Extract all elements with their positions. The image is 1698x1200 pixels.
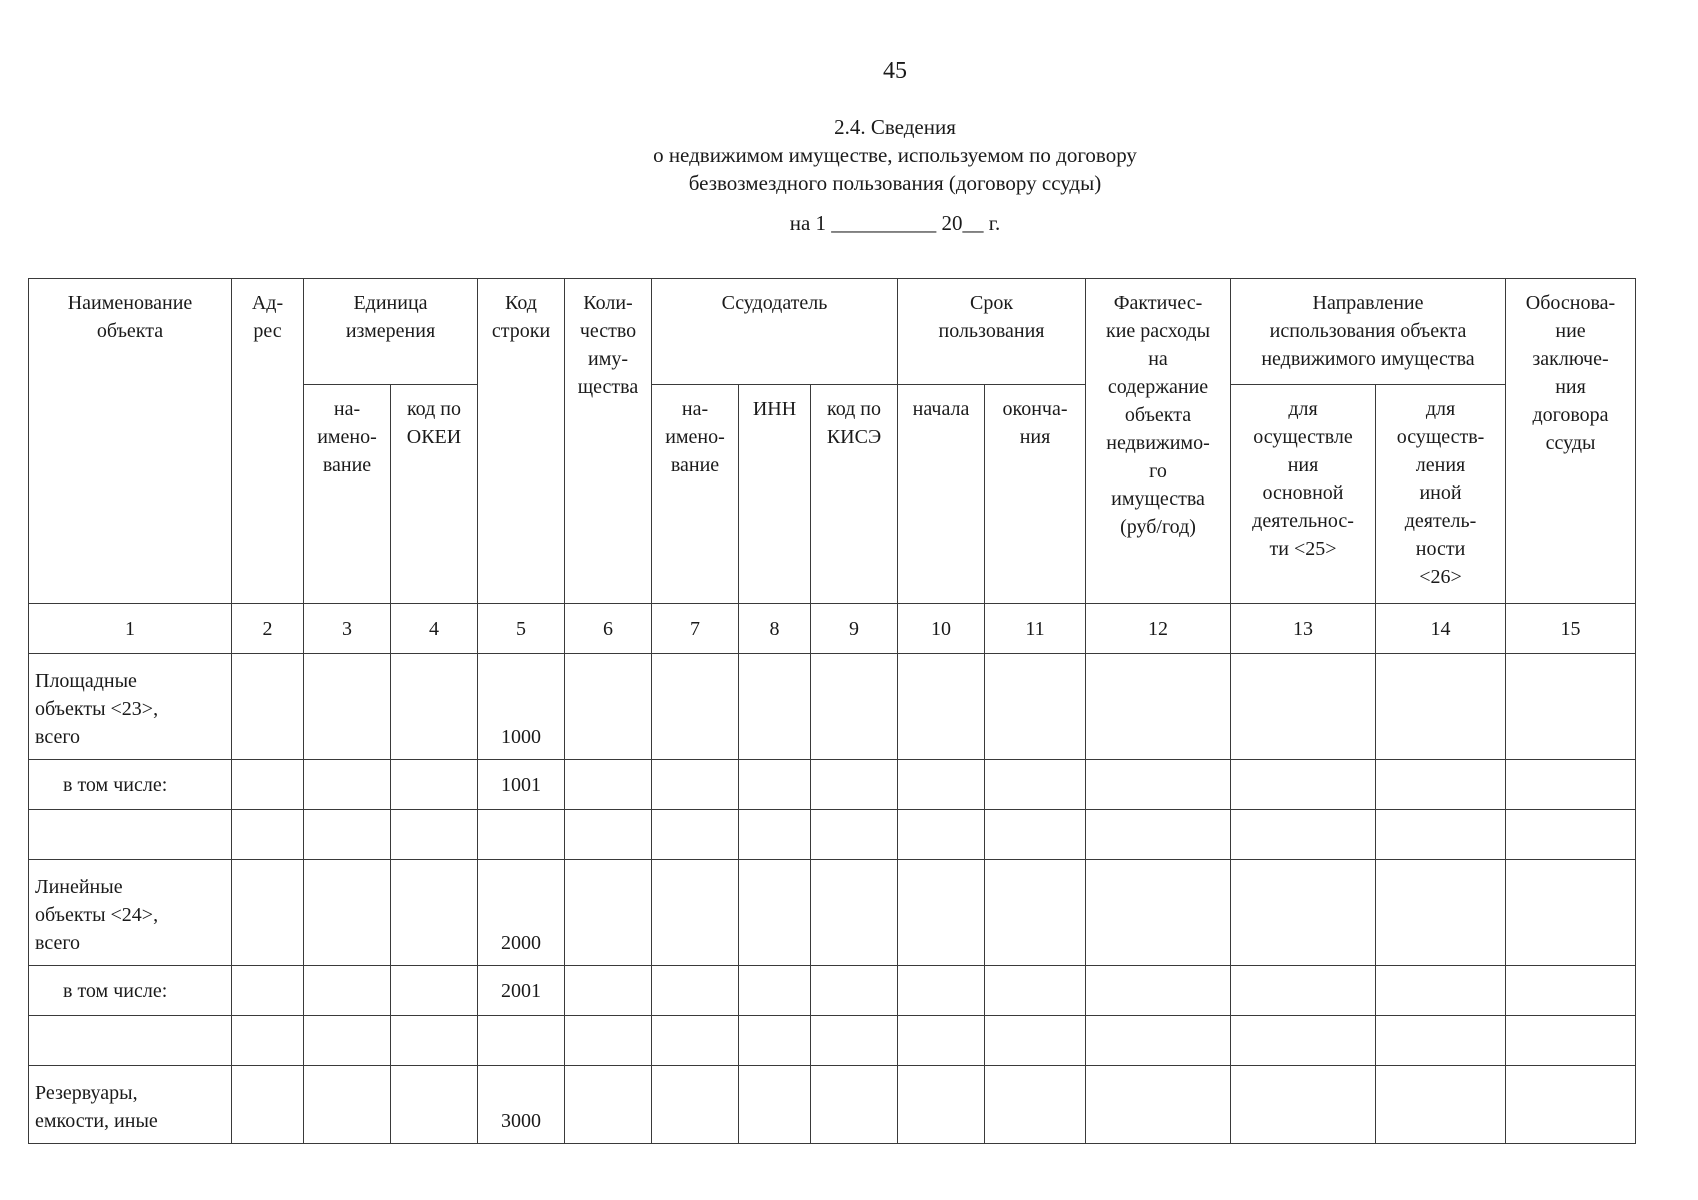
data-cell[interactable] [232,760,304,810]
report-date-line: на 1 __________ 20__ г. [789,211,1001,235]
data-cell[interactable] [565,1066,652,1144]
data-cell[interactable] [811,654,898,760]
section-heading [0,113,1698,197]
header-term-end: оконча- ния [985,385,1086,604]
data-cell[interactable] [232,966,304,1016]
data-cell[interactable] [1376,966,1506,1016]
data-cell[interactable] [304,654,391,760]
header-term: Срок пользования [898,279,1086,385]
data-cell[interactable] [1086,966,1231,1016]
header-row-code: Код строки [478,279,565,604]
header-lender-kise: код по КИСЭ [811,385,898,604]
data-cell[interactable] [739,860,811,966]
row-code-cell: 2000 [478,860,565,966]
data-cell[interactable] [304,1066,391,1144]
header-lender-inn: ИНН [739,385,811,604]
data-cell[interactable] [898,1066,985,1144]
data-cell[interactable] [652,1016,739,1066]
data-cell[interactable] [739,654,811,760]
real-estate-table [28,278,1636,1144]
data-cell[interactable] [565,1016,652,1066]
data-cell[interactable] [391,810,478,860]
table-row [29,810,1636,860]
column-number: 6 [565,604,652,654]
table-row [29,654,1636,760]
column-number: 14 [1376,604,1506,654]
data-cell[interactable] [391,1016,478,1066]
data-cell[interactable] [1506,760,1636,810]
header-term-start: начала [898,385,985,604]
data-cell[interactable] [1506,1066,1636,1144]
row-name-cell: Линейные объекты <24>, всего [29,860,232,966]
data-cell[interactable] [811,860,898,966]
data-cell[interactable] [1086,654,1231,760]
data-cell[interactable] [232,860,304,966]
row-name-cell[interactable] [29,810,232,860]
row-name-cell[interactable] [29,1016,232,1066]
data-cell[interactable] [1506,810,1636,860]
data-cell[interactable] [1231,1066,1376,1144]
data-cell[interactable] [232,1016,304,1066]
data-cell[interactable] [739,810,811,860]
row-code-cell: 1000 [478,654,565,760]
data-cell[interactable] [985,760,1086,810]
data-cell[interactable] [304,810,391,860]
data-cell[interactable] [1231,760,1376,810]
header-expenses: Фактичес- кие расходы на содержание объекта недвижимо- го имущества (руб/год) [1086,279,1231,604]
column-number: 3 [304,604,391,654]
row-code-cell: 2001 [478,966,565,1016]
header-lender-name: на- имено- вание [652,385,739,604]
data-cell[interactable] [232,654,304,760]
data-cell[interactable] [898,654,985,760]
data-cell[interactable] [391,860,478,966]
data-cell[interactable] [985,810,1086,860]
data-cell[interactable] [391,966,478,1016]
header-unit-name: на- имено- вание [304,385,391,604]
column-number: 2 [232,604,304,654]
data-cell[interactable] [652,760,739,810]
data-cell[interactable] [1231,1016,1376,1066]
header-address: Ад- рес [232,279,304,604]
data-cell[interactable] [1231,860,1376,966]
header-name: Наименование объекта [29,279,232,604]
data-cell[interactable] [565,760,652,810]
data-cell[interactable] [1086,760,1231,810]
data-cell[interactable] [652,1066,739,1144]
data-cell[interactable] [391,760,478,810]
header-quantity: Коли- чество иму- щества [565,279,652,604]
heading-line-1: 2.4. Сведения [834,115,956,139]
header-direction-other: для осуществ- ления иной деятель- ности <26> [1376,385,1506,604]
data-cell[interactable] [232,810,304,860]
data-cell[interactable] [1376,1016,1506,1066]
data-cell[interactable] [1231,654,1376,760]
row-name-cell: Резервуары, емкости, иные [29,1066,232,1144]
column-number: 1 [29,604,232,654]
header-basis: Обоснова- ние заключе- ния договора ссуды [1506,279,1636,604]
data-cell[interactable] [304,1016,391,1066]
table-row [29,1066,1636,1144]
data-cell[interactable] [1376,1066,1506,1144]
data-cell[interactable] [898,1016,985,1066]
data-cell[interactable] [898,966,985,1016]
data-cell[interactable] [811,810,898,860]
table-row [29,1016,1636,1066]
data-cell[interactable] [652,860,739,966]
data-cell[interactable] [739,1066,811,1144]
data-cell[interactable] [811,760,898,810]
table-row [29,760,1636,810]
data-cell[interactable] [898,860,985,966]
table-row [29,860,1636,966]
data-cell[interactable] [739,966,811,1016]
data-cell[interactable] [1376,860,1506,966]
column-number: 15 [1506,604,1636,654]
column-number: 10 [898,604,985,654]
data-cell[interactable] [1086,1016,1231,1066]
header-unit: Единица измерения [304,279,478,385]
data-cell[interactable] [652,966,739,1016]
data-cell[interactable] [304,760,391,810]
data-cell[interactable] [898,760,985,810]
column-numbers-row [29,604,1636,654]
data-cell[interactable] [1231,810,1376,860]
data-cell[interactable] [1086,810,1231,860]
row-name-cell: Площадные объекты <23>, всего [29,654,232,760]
row-code-cell: 1001 [478,760,565,810]
header-row-top [29,279,1636,385]
data-cell[interactable] [985,654,1086,760]
heading-line-2: о недвижимом имуществе, используемом по договору [653,143,1137,167]
data-cell[interactable] [391,1066,478,1144]
data-cell[interactable] [985,860,1086,966]
header-lender: Ссудодатель [652,279,898,385]
data-cell[interactable] [985,1066,1086,1144]
data-cell[interactable] [1506,966,1636,1016]
heading-line-3: безвозмездного пользования (договору ссуды) [688,171,1102,195]
row-code-cell[interactable] [478,1016,565,1066]
data-cell[interactable] [1506,860,1636,966]
data-cell[interactable] [1086,1066,1231,1144]
data-cell[interactable] [811,966,898,1016]
data-cell[interactable] [391,654,478,760]
column-number: 12 [1086,604,1231,654]
row-name-cell: в том числе: [29,760,232,810]
data-cell[interactable] [1376,654,1506,760]
data-cell[interactable] [565,810,652,860]
row-code-cell[interactable] [478,810,565,860]
column-number: 5 [478,604,565,654]
data-cell[interactable] [985,1016,1086,1066]
column-number: 13 [1231,604,1376,654]
data-cell[interactable] [232,1066,304,1144]
data-cell[interactable] [1506,654,1636,760]
data-cell[interactable] [739,760,811,810]
header-direction-main: для осуществле ния основной деятельнос- ти <25> [1231,385,1376,604]
data-cell[interactable] [811,1016,898,1066]
data-cell[interactable] [304,966,391,1016]
row-name-cell: в том числе: [29,966,232,1016]
data-cell[interactable] [985,966,1086,1016]
data-cell[interactable] [652,654,739,760]
data-cell[interactable] [898,810,985,860]
data-cell[interactable] [1376,810,1506,860]
data-cell[interactable] [304,860,391,966]
data-cell[interactable] [1086,860,1231,966]
page-number: 45 [883,58,907,84]
header-direction: Направление использования объекта недвижимого имущества [1231,279,1506,385]
column-number: 4 [391,604,478,654]
data-cell[interactable] [1231,966,1376,1016]
data-cell[interactable] [739,1016,811,1066]
column-number: 8 [739,604,811,654]
column-number: 9 [811,604,898,654]
data-cell[interactable] [811,1066,898,1144]
table-row [29,966,1636,1016]
data-cell[interactable] [565,654,652,760]
column-number: 7 [652,604,739,654]
header-unit-okei: код по ОКЕИ [391,385,478,604]
data-cell[interactable] [1376,760,1506,810]
data-cell[interactable] [1506,1016,1636,1066]
column-number: 11 [985,604,1086,654]
data-cell[interactable] [652,810,739,860]
data-cell[interactable] [565,860,652,966]
data-cell[interactable] [565,966,652,1016]
row-code-cell: 3000 [478,1066,565,1144]
